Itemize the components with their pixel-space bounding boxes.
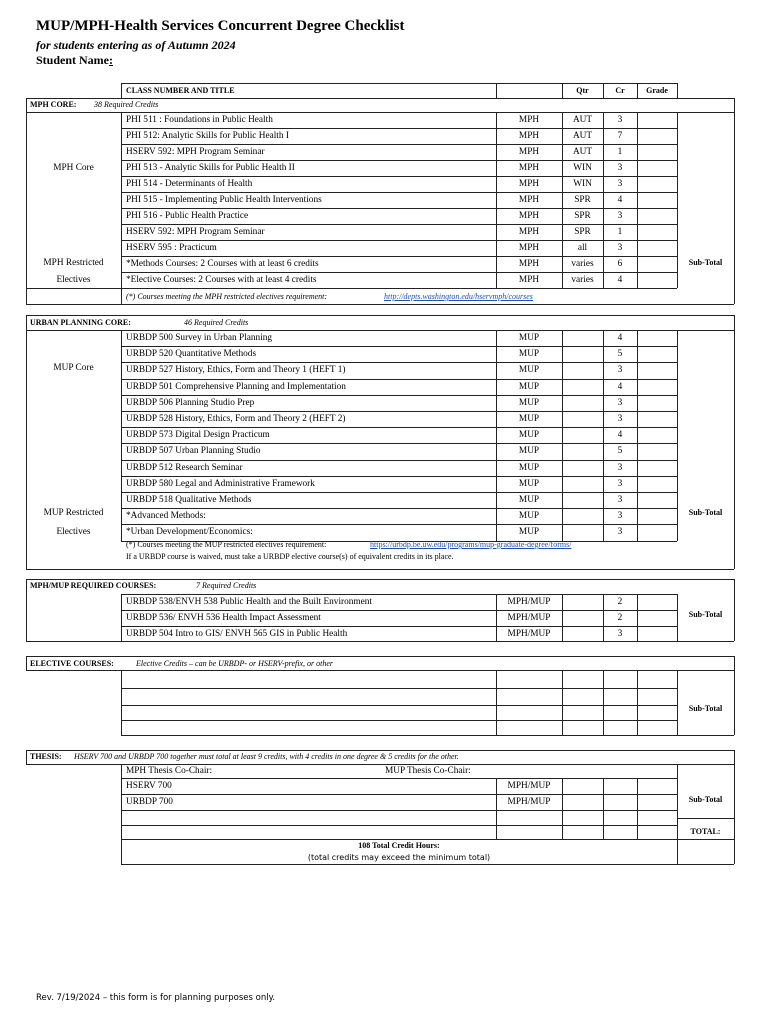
mup-course-credits: 4 <box>617 430 623 440</box>
grid-hline <box>121 508 677 509</box>
grid-hline <box>121 626 677 627</box>
grid-vline <box>121 83 122 98</box>
mup-course-title: *Urban Development/Economics: <box>126 527 253 537</box>
thesis-course-title: URBDP 700 <box>126 797 173 807</box>
grid-vline <box>734 750 735 764</box>
total-credit-hours: 108 Total Credit Hours: <box>358 841 440 850</box>
mph-course-credits: 3 <box>617 179 623 189</box>
mup-course-credits: 4 <box>617 333 623 343</box>
mph-core-label: MPH Core <box>53 163 94 173</box>
mup-course-degree: MUP <box>518 479 540 489</box>
mup-course-title: URBDP 573 Digital Design Practicum <box>126 430 270 440</box>
grid-vline <box>734 112 735 304</box>
grid-vline <box>26 656 27 670</box>
mup-course-degree: MUP <box>518 333 540 343</box>
student-name-label: Student Name <box>36 53 110 67</box>
column-header-qtr: Qtr <box>576 86 589 95</box>
required-section-note: 7 Required Credits <box>196 581 257 590</box>
mup-section-note: 46 Required Credits <box>184 318 249 327</box>
mup-course-credits: 3 <box>617 398 623 408</box>
grid-hline <box>121 670 677 671</box>
mph-course-degree: MPH <box>518 195 540 205</box>
grid-hline <box>121 192 677 193</box>
mph-course-title: HSERV 595 : Practicum <box>126 243 217 253</box>
mph-course-title: PHI 513 - Analytic Skills for Public Health II <box>126 163 295 173</box>
elective-section-title: ELECTIVE COURSES: <box>30 659 114 668</box>
mup-section-title: URBAN PLANNING CORE: <box>30 318 131 327</box>
grid-vline <box>562 330 563 541</box>
grid-vline <box>734 330 735 569</box>
mph-course-degree: MPH <box>518 227 540 237</box>
grid-hline <box>121 330 677 331</box>
thesis-section-title: THESIS: <box>30 752 62 761</box>
thesis-mph-chair: MPH Thesis Co-Chair: <box>126 766 213 776</box>
mph-course-title: *Methods Courses: 2 Courses with at least 6 credits <box>126 259 319 269</box>
mup-course-credits: 4 <box>617 382 623 392</box>
grid-hline <box>121 208 677 209</box>
mup-course-degree: MUP <box>518 495 540 505</box>
grid-vline <box>734 656 735 670</box>
student-name-colon: : <box>109 53 114 67</box>
mph-course-title: HSERV 592: MPH Program Seminar <box>126 147 265 157</box>
mup-course-title: *Advanced Methods: <box>126 511 206 521</box>
grid-vline <box>496 670 497 735</box>
mph-course-qtr: varies <box>571 259 594 269</box>
grid-hline <box>121 346 677 347</box>
mup-course-credits: 3 <box>617 365 623 375</box>
grid-vline <box>121 112 122 288</box>
mph-course-qtr: SPR <box>574 211 591 221</box>
grid-vline <box>121 288 122 304</box>
grid-hline <box>121 128 677 129</box>
thesis-section-note: HSERV 700 and URBDP 700 together must total at least 9 credits, with 4 credits in one degree & 5 credits for the other. <box>74 752 459 761</box>
grid-vline <box>734 764 735 864</box>
mph-course-title: PHI 512: Analytic Skills for Public Health I <box>126 131 289 141</box>
grid-vline <box>637 112 638 288</box>
mph-note-link[interactable]: http://depts.washington.edu/hservmph/courses <box>384 292 533 301</box>
mup-course-credits: 3 <box>617 527 623 537</box>
grid-hline <box>26 569 734 570</box>
grid-hline <box>121 825 677 826</box>
grid-vline <box>26 98 27 112</box>
grid-hline <box>121 864 734 865</box>
mup-course-degree: MUP <box>518 430 540 440</box>
grid-hline <box>121 176 677 177</box>
grid-hline <box>26 641 734 642</box>
mph-course-credits: 7 <box>617 131 623 141</box>
grid-vline <box>734 670 735 735</box>
mup-course-degree: MUP <box>518 365 540 375</box>
mph-course-degree: MPH <box>518 115 540 125</box>
grid-vline <box>637 330 638 541</box>
grid-hline <box>121 411 677 412</box>
grid-hline <box>677 735 734 736</box>
mup-course-degree: MUP <box>518 446 540 456</box>
grid-hline <box>121 224 677 225</box>
elective-subtotal-label: Sub-Total <box>688 704 723 713</box>
mph-course-title: PHI 516 - Public Health Practice <box>126 211 249 221</box>
mup-course-title: URBDP 528 History, Ethics, Form and Theory 2 (HEFT 2) <box>126 414 346 424</box>
mph-course-qtr: SPR <box>574 195 591 205</box>
mph-course-qtr: AUT <box>572 147 593 157</box>
mup-note: (*) Courses meeting the MUP restricted electives requirement: <box>126 540 327 549</box>
grid-hline <box>121 476 677 477</box>
mph-course-qtr: WIN <box>573 179 592 189</box>
mup-core-label: MUP Core <box>53 363 94 373</box>
thesis-subtotal-label: Sub-Total <box>688 795 723 804</box>
mup-course-degree: MUP <box>518 511 540 521</box>
grid-hline <box>121 810 677 811</box>
mph-course-title: PHI 511 : Foundations in Public Health <box>126 115 273 125</box>
mph-course-credits: 4 <box>617 195 623 205</box>
mph-course-qtr: AUT <box>572 115 593 125</box>
thesis-course-title: HSERV 700 <box>126 781 172 791</box>
mph-section-note: 38 Required Credits <box>94 100 159 109</box>
required-course-credits: 2 <box>617 613 623 623</box>
grid-hline <box>121 794 677 795</box>
grid-hline <box>121 160 677 161</box>
mup-course-credits: 5 <box>617 446 623 456</box>
grid-vline <box>26 315 27 330</box>
grid-vline <box>734 315 735 330</box>
required-course-degree: MPH/MUP <box>507 597 551 607</box>
total-label: TOTAL: <box>690 827 721 836</box>
mup-course-credits: 5 <box>617 349 623 359</box>
mph-course-degree: MPH <box>518 163 540 173</box>
grid-vline <box>121 594 122 641</box>
grid-vline <box>637 594 638 641</box>
grid-vline <box>603 670 604 735</box>
mph-course-degree: MPH <box>518 275 540 285</box>
mph-section-title: MPH CORE: <box>30 100 77 109</box>
required-course-degree: MPH/MUP <box>507 613 551 623</box>
grid-hline <box>677 839 734 840</box>
mup-course-credits: 3 <box>617 414 623 424</box>
mup-course-degree: MUP <box>518 463 540 473</box>
grid-hline <box>26 315 734 316</box>
mph-course-title: *Elective Courses: 2 Courses with at least 4 credits <box>126 275 317 285</box>
grid-vline <box>677 83 678 98</box>
mph-electives-label: Electives <box>56 275 91 285</box>
grid-vline <box>496 83 497 98</box>
mph-course-credits: 1 <box>617 227 623 237</box>
thesis-course-degree: MPH/MUP <box>507 781 551 791</box>
grid-vline <box>562 670 563 735</box>
elective-section-note: Elective Credits – can be URBDP- or HSERV-prefix, or other <box>136 659 333 668</box>
mph-course-credits: 6 <box>617 259 623 269</box>
grid-hline <box>121 460 677 461</box>
mph-course-degree: MPH <box>518 179 540 189</box>
grid-hline <box>121 524 677 525</box>
required-section-title: MPH/MUP REQUIRED COURSES: <box>30 581 157 590</box>
grid-vline <box>637 670 638 735</box>
mup-course-title: URBDP 580 Legal and Administrative Framework <box>126 479 315 489</box>
mup-course-credits: 3 <box>617 495 623 505</box>
mph-course-credits: 3 <box>617 163 623 173</box>
column-header-grade: Grade <box>646 86 668 95</box>
mph-course-degree: MPH <box>518 211 540 221</box>
grid-hline <box>121 735 677 736</box>
grid-hline <box>26 656 734 657</box>
mup-course-title: URBDP 518 Qualitative Methods <box>126 495 252 505</box>
grid-hline <box>121 705 677 706</box>
grid-hline <box>121 492 677 493</box>
grid-hline <box>121 144 677 145</box>
grid-hline <box>121 256 677 257</box>
mup-note-link[interactable]: https://urbdp.be.uw.edu/programs/mup-graduate-degree/forms/ <box>370 540 572 549</box>
grid-hline <box>121 83 677 84</box>
mph-note: (*) Courses meeting the MPH restricted electives requirement: <box>126 292 328 301</box>
required-course-degree: MPH/MUP <box>507 629 551 639</box>
grid-vline <box>603 778 604 839</box>
mup-electives-label: Electives <box>56 527 91 537</box>
column-header-cr: Cr <box>615 86 625 95</box>
grid-hline <box>121 720 677 721</box>
mph-course-title: HSERV 592: MPH Program Seminar <box>126 227 265 237</box>
grid-hline <box>121 112 677 113</box>
grid-hline <box>26 304 734 305</box>
grid-vline <box>121 330 122 541</box>
mph-course-degree: MPH <box>518 147 540 157</box>
grid-hline <box>121 395 677 396</box>
grid-vline <box>26 750 27 764</box>
mup-course-title: URBDP 500 Survey in Urban Planning <box>126 333 273 343</box>
column-header-class: CLASS NUMBER AND TITLE <box>126 86 235 95</box>
mup-course-credits: 3 <box>617 479 623 489</box>
grid-hline <box>121 427 677 428</box>
mph-course-qtr: all <box>577 243 588 253</box>
mup-course-degree: MUP <box>518 382 540 392</box>
mph-course-qtr: varies <box>571 275 594 285</box>
mph-course-qtr: SPR <box>574 227 591 237</box>
grid-vline <box>121 670 122 735</box>
thesis-course-degree: MPH/MUP <box>507 797 551 807</box>
grid-hline <box>121 362 677 363</box>
grid-hline <box>121 272 677 273</box>
mup-course-title: URBDP 520 Quantitative Methods <box>126 349 257 359</box>
required-subtotal-label: Sub-Total <box>688 610 723 619</box>
grid-vline <box>734 98 735 112</box>
grid-hline <box>677 818 734 819</box>
grid-hline <box>121 688 677 689</box>
mph-restricted-label: MPH Restricted <box>43 258 104 268</box>
required-course-credits: 2 <box>617 597 623 607</box>
grid-hline <box>121 778 677 779</box>
grid-hline <box>121 240 677 241</box>
mup-course-credits: 3 <box>617 511 623 521</box>
grid-hline <box>26 288 121 289</box>
mup-course-title: URBDP 506 Planning Studio Prep <box>126 398 255 408</box>
mph-course-credits: 4 <box>617 275 623 285</box>
page-title: MUP/MPH-Health Services Concurrent Degree Checklist <box>36 18 405 34</box>
mup-restricted-label: MUP Restricted <box>43 508 104 518</box>
mup-course-degree: MUP <box>518 414 540 424</box>
mph-course-degree: MPH <box>518 131 540 141</box>
mup-course-title: URBDP 501 Comprehensive Planning and Implementation <box>126 382 346 392</box>
mup-note-2: If a URBDP course is waived, must take a URBDP elective course(s) of equivalent credits in its place. <box>126 552 454 561</box>
mph-course-credits: 3 <box>617 115 623 125</box>
mup-course-credits: 3 <box>617 463 623 473</box>
required-course-title: URBDP 504 Intro to GIS/ ENVH 565 GIS in Public Health <box>126 629 348 639</box>
mup-course-title: URBDP 507 Urban Planning Studio <box>126 446 261 456</box>
mph-course-credits: 3 <box>617 211 623 221</box>
required-course-title: URBDP 538/ENVH 538 Public Health and the Built Environment <box>126 597 373 607</box>
grid-hline <box>121 379 677 380</box>
mup-course-title: URBDP 512 Research Seminar <box>126 463 243 473</box>
required-course-title: URBDP 536/ ENVH 536 Health Impact Assessment <box>126 613 321 623</box>
mph-course-qtr: WIN <box>573 163 592 173</box>
mph-course-title: PHI 514 - Determinants of Health <box>126 179 253 189</box>
grid-hline <box>121 594 677 595</box>
page-subtitle: for students entering as of Autumn 2024 <box>36 38 236 52</box>
mph-course-qtr: AUT <box>572 131 593 141</box>
footer-note: Rev. 7/19/2024 – this form is for planning purposes only. <box>36 993 276 1003</box>
mup-subtotal-label: Sub-Total <box>688 508 723 517</box>
grid-vline <box>637 778 638 839</box>
grid-vline <box>562 594 563 641</box>
mph-course-degree: MPH <box>518 259 540 269</box>
grid-hline <box>121 288 677 289</box>
grid-hline <box>121 443 677 444</box>
required-course-credits: 3 <box>617 629 623 639</box>
grid-vline <box>26 579 27 641</box>
grid-hline <box>121 610 677 611</box>
grid-vline <box>562 778 563 839</box>
total-credit-note: (total credits may exceed the minimum total) <box>307 853 491 862</box>
grid-vline <box>734 579 735 641</box>
thesis-mup-chair: MUP Thesis Co-Chair: <box>385 766 471 776</box>
mph-course-title: PHI 515 - Implementing Public Health Interventions <box>126 195 322 205</box>
mup-course-title: URBDP 527 History, Ethics, Form and Theory 1 (HEFT 1) <box>126 365 346 375</box>
mph-course-credits: 1 <box>617 147 623 157</box>
student-name-field[interactable] <box>36 53 113 68</box>
mph-subtotal-label: Sub-Total <box>688 258 723 267</box>
mph-course-credits: 3 <box>617 243 623 253</box>
mup-course-degree: MUP <box>518 398 540 408</box>
mup-course-degree: MUP <box>518 527 540 537</box>
grid-vline <box>677 764 678 864</box>
mph-course-degree: MPH <box>518 243 540 253</box>
mup-course-degree: MUP <box>518 349 540 359</box>
